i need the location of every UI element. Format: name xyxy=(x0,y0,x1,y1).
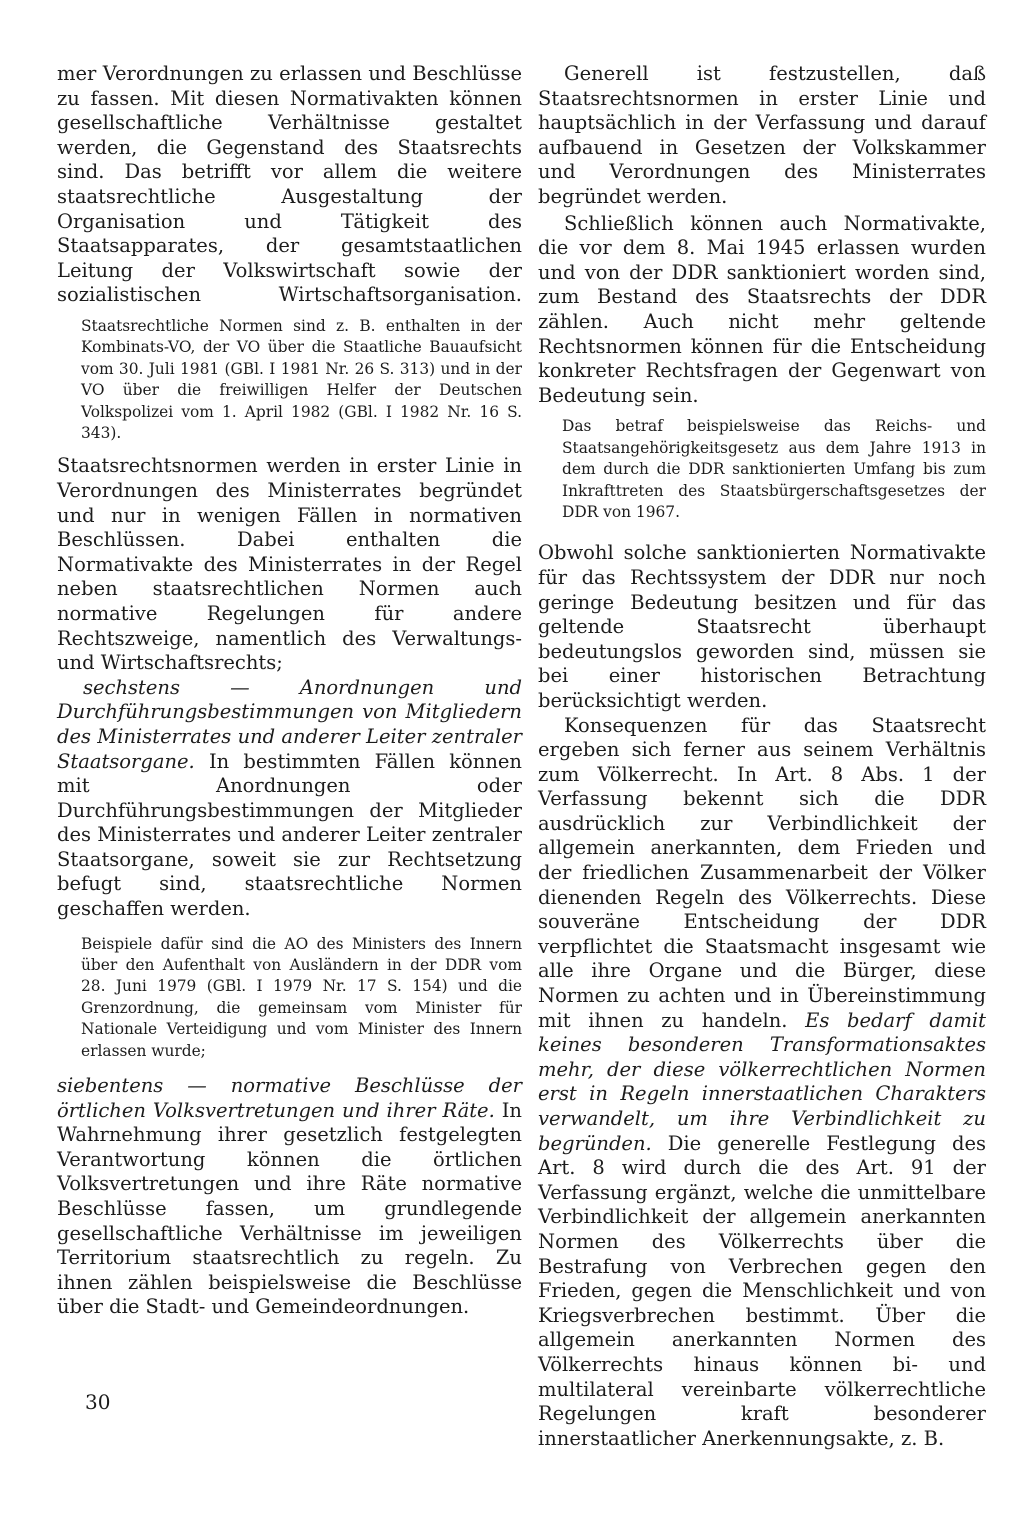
left-paragraph-3 xyxy=(57,676,522,922)
right-paragraph-4-text-a: Konsequenzen für das Staatsrecht ergeben sich ferner aus seinem Verhältnis zum Völkerrecht. In Art. 8 Abs. 1 der Verfassung bekennt sich die DDR ausdrücklich zur Verbindlichkeit der allgemein anerkannten, dem Frieden und der friedlichen Zusammenarbeit der Völker dienenden Regeln des Völkerrechts. Diese souveräne Entscheidung der DDR verpflichtet die Staatsmacht insgesamt wie alle ihre Organe und die Bürger, diese Normen zu achten und in Übereinstimmung mit ihnen zu handeln. xyxy=(538,713,986,1032)
page-number: 30 xyxy=(85,1390,111,1414)
right-column xyxy=(538,62,986,1451)
right-paragraph-4-text-b: Die generelle Festlegung des Art. 8 wird durch die des Art. 91 der Verfassung ergänzt, welche die unmittelbare Verbindlichkeit der allgemein anerkannten Normen des Völkerrechts über die Bestrafung von Verbrechen gegen den Frieden, gegen die Menschlichkeit und von Kriegsverbrechen bestimmt. Über die allgemein anerkannten Normen des Völkerrechts hinaus können bi- und multilateral vereinbarte völkerrechtliche Regelungen kraft besonderer innerstaatlicher Anerkennungsakte, z. B. xyxy=(538,1131,986,1450)
left-paragraph-1: mer Verordnungen zu erlassen und Beschlüsse zu fassen. Mit diesen Normativakten können gesellschaftliche Verhältnisse gestaltet werden, die Gegenstand des Staatsrechts sind. Das betrifft vor allem die weitere staatsrechtliche Ausgestaltung der Organisation und Tätigkeit des Staatsapparates, der gesamtstaatlichen Leitung der Volkswirtschaft sowie der sozialistischen Wirtschaftsorganisation. xyxy=(57,62,522,307)
right-paragraph-1: Generell ist festzustellen, daß Staatsrechtsnormen in erster Linie und hauptsächlich in der Verfassung und darauf aufbauend in Gesetzen der Volkskammer und Verordnungen des Ministerrates begründet werden. xyxy=(538,62,986,208)
left-paragraph-4 xyxy=(57,1074,522,1320)
right-paragraph-4-emphasis: Es bedarf damit keines besonderen Transformationsaktes mehr, der diese völkerrechtlichen Normen erst in Regeln innerstaatlichen Charakters verwandelt, um ihre Verbindlichkeit zu begründen. xyxy=(538,1008,987,1155)
right-paragraph-3: Obwohl solche sanktionierten Normativakte für das Rechtssystem der DDR nur noch geringe Bedeutung besitzen und für das geltende Staatsrecht überhaupt bedeutungslos geworden sind, müssen sie bei einer historischen Betrachtung berücksichtigt werden. xyxy=(538,541,986,712)
left-column xyxy=(57,62,522,1320)
right-paragraph-2: Schließlich können auch Normativakte, die vor dem 8. Mai 1945 erlassen wurden und von der DDR sanktioniert worden sind, zum Bestand des Staatsrechts der DDR zählen. Auch nicht mehr geltende Rechtsnormen können für die Entscheidung konkreter Rechtsfragen der Gegenwart von Bedeutung sein. xyxy=(538,211,986,407)
left-paragraph-2: Staatsrechtsnormen werden in erster Linie in Verordnungen des Ministerrates begründet und nur in wenigen Fällen in normativen Beschlüssen. Dabei enthalten die Normativakte des Ministerrates in der Regel neben staatsrechtlichen Normen auch normative Regelungen für andere Rechtszweige, namentlich des Verwaltungs- und Wirtschaftsrechts; xyxy=(57,454,522,675)
left-paragraph-4-text: In Wahrnehmung ihrer gesetzlich festgelegten Verantwortung können die örtlichen Volksvertretungen und ihre Räte normative Beschlüsse fassen, um grundlegende gesellschaftliche Verhältnisse im jeweiligen Territorium staatsrechtlich zu regeln. Zu ihnen zählen beispielsweise die Beschlüsse über die Stadt- und Gemeindeordnungen. xyxy=(57,1098,522,1319)
left-footnote-1: Staatsrechtliche Normen sind z. B. enthalten in der Kombinats-VO, der VO über die Staatliche Bauaufsicht vom 30. Juli 1981 (GBl. I 1981 Nr. 26 S. 313) und in der VO über die freiwilligen Helfer der Deutschen Volkspolizei vom 1. April 1982 (GBl. I 1982 Nr. 16 S. 343). xyxy=(81,316,522,442)
right-footnote-1: Das betraf beispielsweise das Reichs- und Staatsangehörigkeitsgesetz aus dem Jahre 1913 in dem durch die DDR sanktionierten Umfang bis zum Inkrafttreten des Staatsbürgerschaftsgesetzes der DDR von 1967. xyxy=(562,417,986,521)
right-paragraph-4 xyxy=(538,714,986,1452)
left-paragraph-4-heading: siebentens — normative Beschlüsse der örtlichen Volksvertretungen und ihrer Räte. xyxy=(57,1074,522,1122)
left-footnote-2: Beispiele dafür sind die AO des Ministers des Innern über den Aufenthalt von Ausländern in der DDR vom 28. Juni 1979 (GBl. I 1979 Nr. 17 S. 154) und die Grenzordnung, die gemeinsam vom Minister für Nationale Verteidigung und vom Minister des Innern erlassen wurde; xyxy=(81,934,522,1060)
left-paragraph-3-text: In bestimmten Fällen können mit Anordnungen oder Durchführungsbestimmungen der Mitglieder des Ministerrates und anderer Leiter zentraler Staatsorgane, soweit sie zur Rechtsetzung befugt sind, staatsrechtliche Normen geschaffen werden. xyxy=(57,749,522,921)
left-paragraph-3-heading: sechstens — Anordnungen und Durchführungsbestimmungen von Mitgliedern des Ministerrates und anderer Leiter zentraler Staatsorgane. xyxy=(57,675,522,773)
